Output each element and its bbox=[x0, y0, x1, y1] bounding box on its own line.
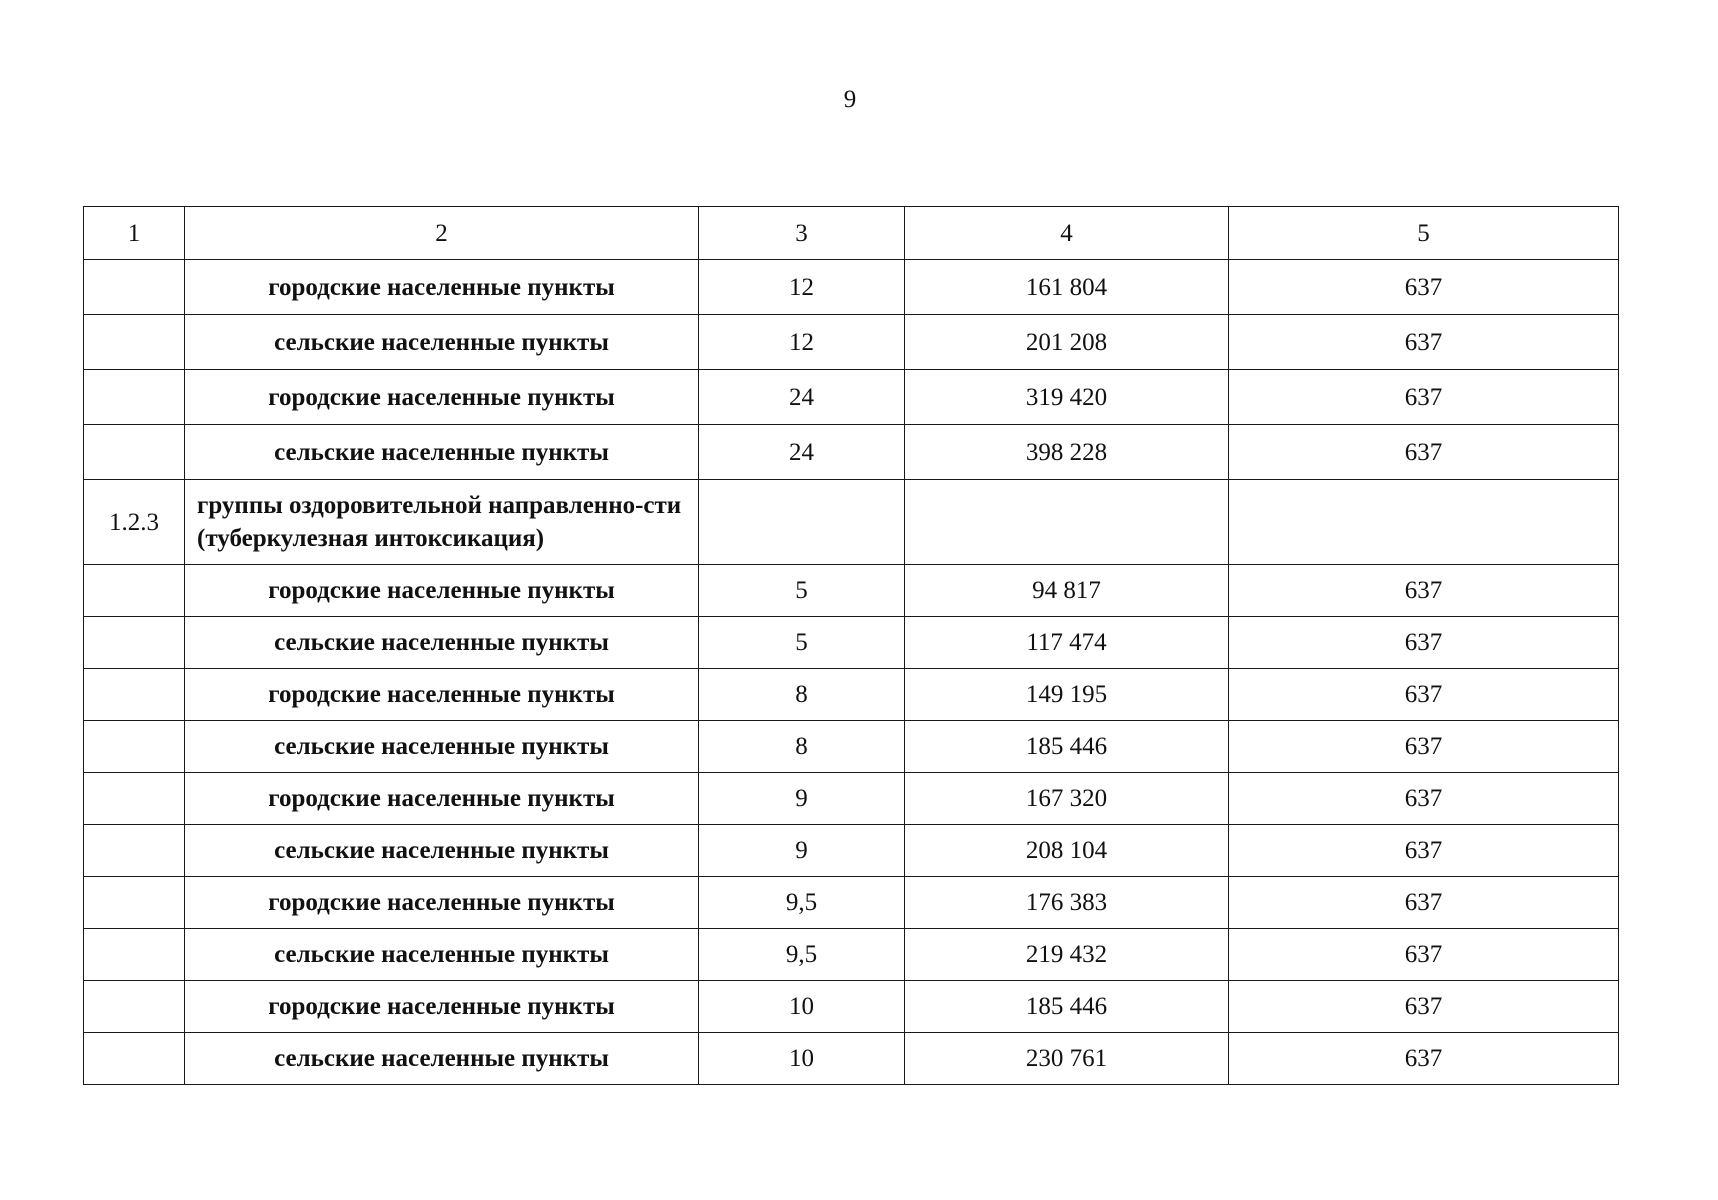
cell-col4: 167 320 bbox=[905, 773, 1229, 825]
table-row bbox=[84, 877, 1619, 929]
row-number bbox=[84, 565, 185, 617]
row-label: сельские населенные пункты bbox=[185, 425, 699, 480]
cell-col4: 219 432 bbox=[905, 929, 1229, 981]
row-label: городские населенные пункты bbox=[185, 669, 699, 721]
cell-col4: 176 383 bbox=[905, 877, 1229, 929]
row-number bbox=[84, 1033, 185, 1085]
table-row bbox=[84, 1033, 1619, 1085]
row-number bbox=[84, 825, 185, 877]
row-label: сельские населенные пункты bbox=[185, 825, 699, 877]
cell-col5: 637 bbox=[1229, 773, 1619, 825]
table-row bbox=[84, 721, 1619, 773]
table-row bbox=[84, 773, 1619, 825]
row-label: городские населенные пункты bbox=[185, 877, 699, 929]
cell-col4: 201 208 bbox=[905, 315, 1229, 370]
cell-col4 bbox=[905, 480, 1229, 565]
row-label: городские населенные пункты bbox=[185, 260, 699, 315]
cell-col5 bbox=[1229, 480, 1619, 565]
column-header: 4 bbox=[905, 207, 1229, 260]
row-number bbox=[84, 773, 185, 825]
cell-col5: 637 bbox=[1229, 260, 1619, 315]
row-label: городские населенные пункты bbox=[185, 981, 699, 1033]
row-label: городские населенные пункты bbox=[185, 370, 699, 425]
cell-col5: 637 bbox=[1229, 669, 1619, 721]
row-label: сельские населенные пункты bbox=[185, 315, 699, 370]
cell-col3 bbox=[699, 480, 905, 565]
cell-col3: 24 bbox=[699, 370, 905, 425]
cell-col4: 149 195 bbox=[905, 669, 1229, 721]
row-number bbox=[84, 260, 185, 315]
cell-col5: 637 bbox=[1229, 825, 1619, 877]
cell-col3: 8 bbox=[699, 721, 905, 773]
row-number bbox=[84, 617, 185, 669]
table-row bbox=[84, 565, 1619, 617]
cell-col3: 12 bbox=[699, 260, 905, 315]
page-number: 9 bbox=[843, 86, 857, 113]
row-number bbox=[84, 929, 185, 981]
table-row bbox=[84, 370, 1619, 425]
cell-col3: 5 bbox=[699, 617, 905, 669]
table-header-row bbox=[84, 207, 1619, 260]
cell-col3: 9 bbox=[699, 773, 905, 825]
cell-col4: 185 446 bbox=[905, 981, 1229, 1033]
cell-col4: 319 420 bbox=[905, 370, 1229, 425]
cell-col3: 9,5 bbox=[699, 877, 905, 929]
cell-col5: 637 bbox=[1229, 981, 1619, 1033]
data-table bbox=[83, 206, 1619, 1085]
cell-col4: 208 104 bbox=[905, 825, 1229, 877]
table-row bbox=[84, 260, 1619, 315]
cell-col3: 5 bbox=[699, 565, 905, 617]
cell-col5: 637 bbox=[1229, 425, 1619, 480]
cell-col5: 637 bbox=[1229, 877, 1619, 929]
cell-col5: 637 bbox=[1229, 1033, 1619, 1085]
section-number: 1.2.3 bbox=[84, 480, 185, 565]
row-label: сельские населенные пункты bbox=[185, 721, 699, 773]
column-header: 2 bbox=[185, 207, 699, 260]
cell-col5: 637 bbox=[1229, 565, 1619, 617]
cell-col5: 637 bbox=[1229, 617, 1619, 669]
row-number bbox=[84, 315, 185, 370]
cell-col4: 117 474 bbox=[905, 617, 1229, 669]
table-row bbox=[84, 425, 1619, 480]
row-label: сельские населенные пункты bbox=[185, 1033, 699, 1085]
cell-col3: 10 bbox=[699, 1033, 905, 1085]
cell-col4: 185 446 bbox=[905, 721, 1229, 773]
table-row bbox=[84, 825, 1619, 877]
cell-col5: 637 bbox=[1229, 315, 1619, 370]
row-number bbox=[84, 370, 185, 425]
column-header: 3 bbox=[699, 207, 905, 260]
table-row bbox=[84, 669, 1619, 721]
cell-col5: 637 bbox=[1229, 370, 1619, 425]
row-label: сельские населенные пункты bbox=[185, 929, 699, 981]
cell-col4: 161 804 bbox=[905, 260, 1229, 315]
table-row bbox=[84, 981, 1619, 1033]
section-row bbox=[84, 480, 1619, 565]
table-row bbox=[84, 929, 1619, 981]
cell-col3: 24 bbox=[699, 425, 905, 480]
cell-col3: 12 bbox=[699, 315, 905, 370]
row-label: сельские населенные пункты bbox=[185, 617, 699, 669]
cell-col4: 230 761 bbox=[905, 1033, 1229, 1085]
cell-col5: 637 bbox=[1229, 721, 1619, 773]
cell-col5: 637 bbox=[1229, 929, 1619, 981]
section-label: группы оздоровительной направленно-сти (туберкулезная интоксикация) bbox=[185, 480, 699, 565]
cell-col4: 94 817 bbox=[905, 565, 1229, 617]
row-number bbox=[84, 425, 185, 480]
column-header: 5 bbox=[1229, 207, 1619, 260]
cell-col4: 398 228 bbox=[905, 425, 1229, 480]
cell-col3: 9 bbox=[699, 825, 905, 877]
row-label: городские населенные пункты bbox=[185, 565, 699, 617]
row-number bbox=[84, 669, 185, 721]
row-number bbox=[84, 981, 185, 1033]
column-header: 1 bbox=[84, 207, 185, 260]
cell-col3: 8 bbox=[699, 669, 905, 721]
row-number bbox=[84, 721, 185, 773]
table-row bbox=[84, 617, 1619, 669]
row-label: городские населенные пункты bbox=[185, 773, 699, 825]
cell-col3: 10 bbox=[699, 981, 905, 1033]
table-row bbox=[84, 315, 1619, 370]
row-number bbox=[84, 877, 185, 929]
cell-col3: 9,5 bbox=[699, 929, 905, 981]
